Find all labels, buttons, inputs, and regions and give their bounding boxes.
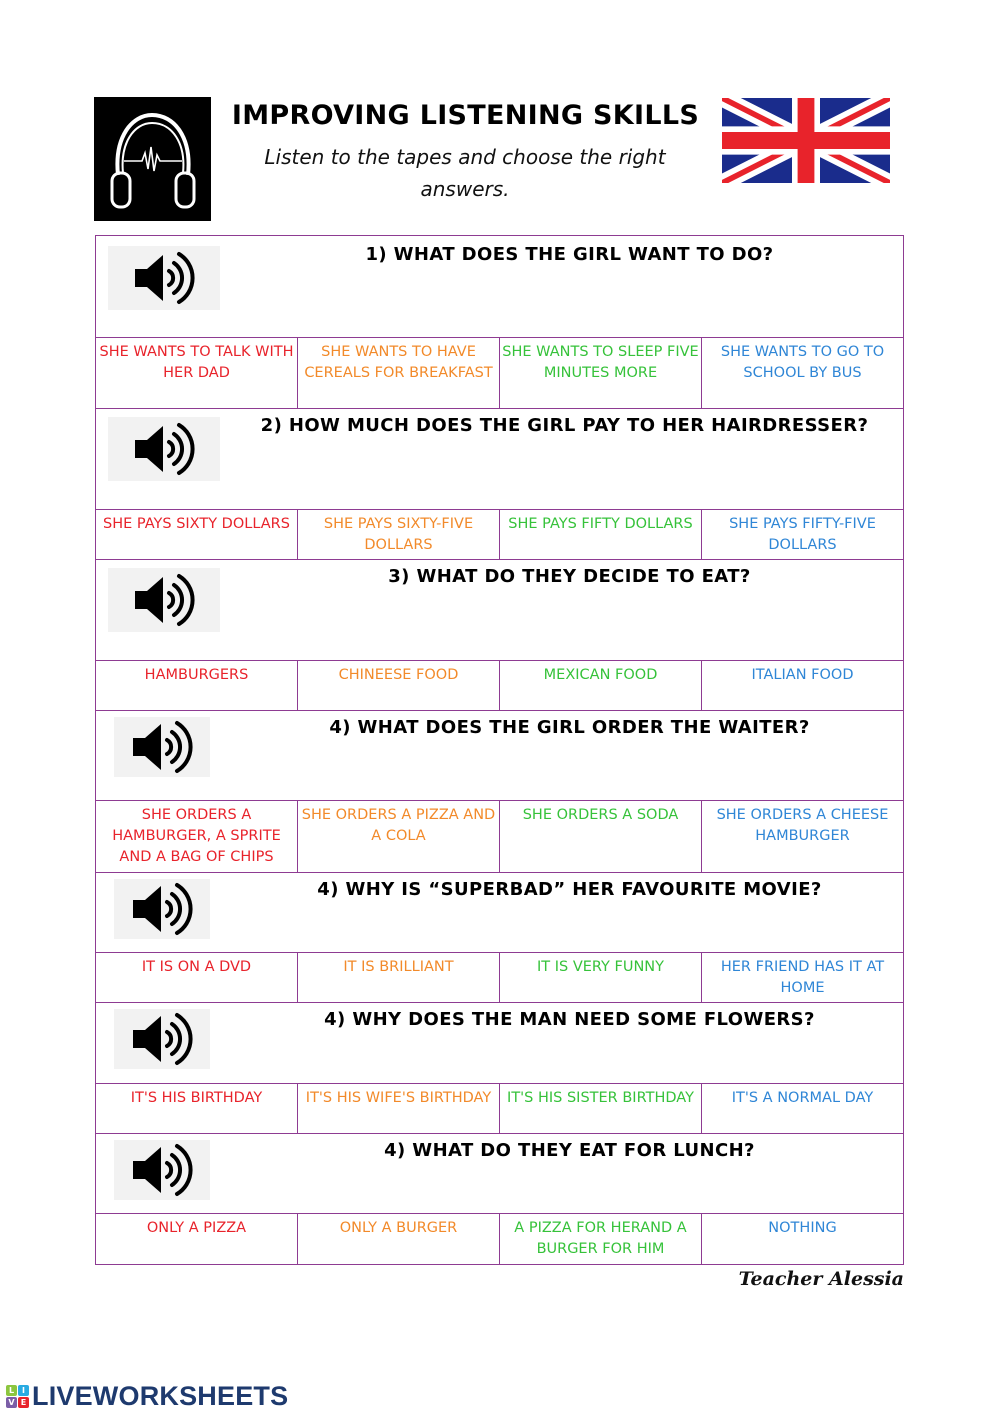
answer-option-a[interactable]: SHE PAYS SIXTY DOLLARS [96,510,298,560]
answers-row [96,801,904,873]
answer-option-c[interactable]: A PIZZA FOR HERAND A BURGER FOR HIM [500,1214,702,1265]
question-row [96,236,904,338]
question-cell [96,236,904,338]
speaker-icon [131,571,197,629]
answer-option-a[interactable]: IT IS ON A DVD [96,953,298,1003]
answer-option-b[interactable]: SHE PAYS SIXTY-FIVE DOLLARS [298,510,500,560]
teacher-signature: Teacher Alessia [738,1268,904,1290]
answer-option-d[interactable]: ITALIAN FOOD [702,661,904,711]
answer-option-c[interactable]: SHE PAYS FIFTY DOLLARS [500,510,702,560]
answer-option-a[interactable]: IT'S HIS BIRTHDAY [96,1084,298,1134]
answer-option-b[interactable]: SHE WANTS TO HAVE CEREALS FOR BREAKFAST [298,338,500,409]
answer-option-a[interactable]: HAMBURGERS [96,661,298,711]
play-audio-button[interactable] [114,1009,210,1069]
answers-row [96,510,904,560]
question-row [96,711,904,801]
question-cell [96,873,904,953]
question-row [96,1003,904,1084]
instructions: Listen to the tapes and choose the right answers. [264,145,666,201]
answers-row [96,338,904,409]
answer-option-d[interactable]: SHE PAYS FIFTY-FIVE DOLLARS [702,510,904,560]
liveworksheets-logo-icon: L I V E [6,1385,29,1408]
answer-option-d[interactable]: IT'S A NORMAL DAY [702,1084,904,1134]
speaker-icon [131,420,197,478]
answer-option-d[interactable]: NOTHING [702,1214,904,1265]
question-cell [96,560,904,661]
question-text: 4) WHAT DOES THE GIRL ORDER THE WAITER? [329,717,810,738]
play-audio-button[interactable] [108,246,220,310]
answer-option-b[interactable]: SHE ORDERS A PIZZA AND A COLA [298,801,500,873]
answer-option-b[interactable]: IT'S HIS WIFE'S BIRTHDAY [298,1084,500,1134]
question-row [96,409,904,510]
play-audio-button[interactable] [108,568,220,632]
speaker-icon [129,1141,195,1199]
answer-option-a[interactable]: SHE WANTS TO TALK WITH HER DAD [96,338,298,409]
question-text: 2) HOW MUCH DOES THE GIRL PAY TO HER HAIRDRESSER? [260,415,869,436]
question-cell [96,1003,904,1084]
speaker-icon [131,249,197,307]
liveworksheets-brand [6,1381,288,1412]
answers-row [96,953,904,1003]
uk-flag-icon [722,98,890,183]
brand-name: LIVEWORKSHEETS [32,1381,289,1411]
answer-option-c[interactable]: SHE ORDERS A SODA [500,801,702,873]
question-cell [96,409,904,510]
answers-row [96,1214,904,1265]
answer-option-c[interactable]: MEXICAN FOOD [500,661,702,711]
answers-row [96,661,904,711]
question-cell [96,1134,904,1214]
answer-option-c[interactable]: IT IS VERY FUNNY [500,953,702,1003]
answers-row [96,1084,904,1134]
play-audio-button[interactable] [114,717,210,777]
headphones-icon [94,97,211,221]
question-text: 4) WHAT DO THEY EAT FOR LUNCH? [384,1140,755,1161]
question-row [96,560,904,661]
answer-option-b[interactable]: ONLY A BURGER [298,1214,500,1265]
page-title: IMPROVING LISTENING SKILLS [231,100,700,131]
play-audio-button[interactable] [114,879,210,939]
question-text: 3) WHAT DO THEY DECIDE TO EAT? [388,566,751,587]
answer-option-a[interactable]: SHE ORDERS A HAMBURGER, A SPRITE AND A BAG OF CHIPS [96,801,298,873]
answer-option-c[interactable]: IT'S HIS SISTER BIRTHDAY [500,1084,702,1134]
play-audio-button[interactable] [114,1140,210,1200]
question-text: 4) WHY DOES THE MAN NEED SOME FLOWERS? [324,1009,815,1030]
speaker-icon [129,1010,195,1068]
answer-option-b[interactable]: IT IS BRILLIANT [298,953,500,1003]
play-audio-button[interactable] [108,417,220,481]
question-row [96,873,904,953]
answer-option-b[interactable]: CHINEESE FOOD [298,661,500,711]
answer-option-d[interactable]: SHE WANTS TO GO TO SCHOOL BY BUS [702,338,904,409]
question-row [96,1134,904,1214]
questions-table [95,235,904,1265]
answer-option-d[interactable]: HER FRIEND HAS IT AT HOME [702,953,904,1003]
speaker-icon [129,880,195,938]
answer-option-d[interactable]: SHE ORDERS A CHEESE HAMBURGER [702,801,904,873]
answer-option-a[interactable]: ONLY A PIZZA [96,1214,298,1265]
question-text: 4) WHY IS “SUPERBAD” HER FAVOURITE MOVIE? [317,879,822,900]
question-cell [96,711,904,801]
speaker-icon [129,718,195,776]
answer-option-c[interactable]: SHE WANTS TO SLEEP FIVE MINUTES MORE [500,338,702,409]
question-text: 1) WHAT DOES THE GIRL WANT TO DO? [365,244,774,265]
